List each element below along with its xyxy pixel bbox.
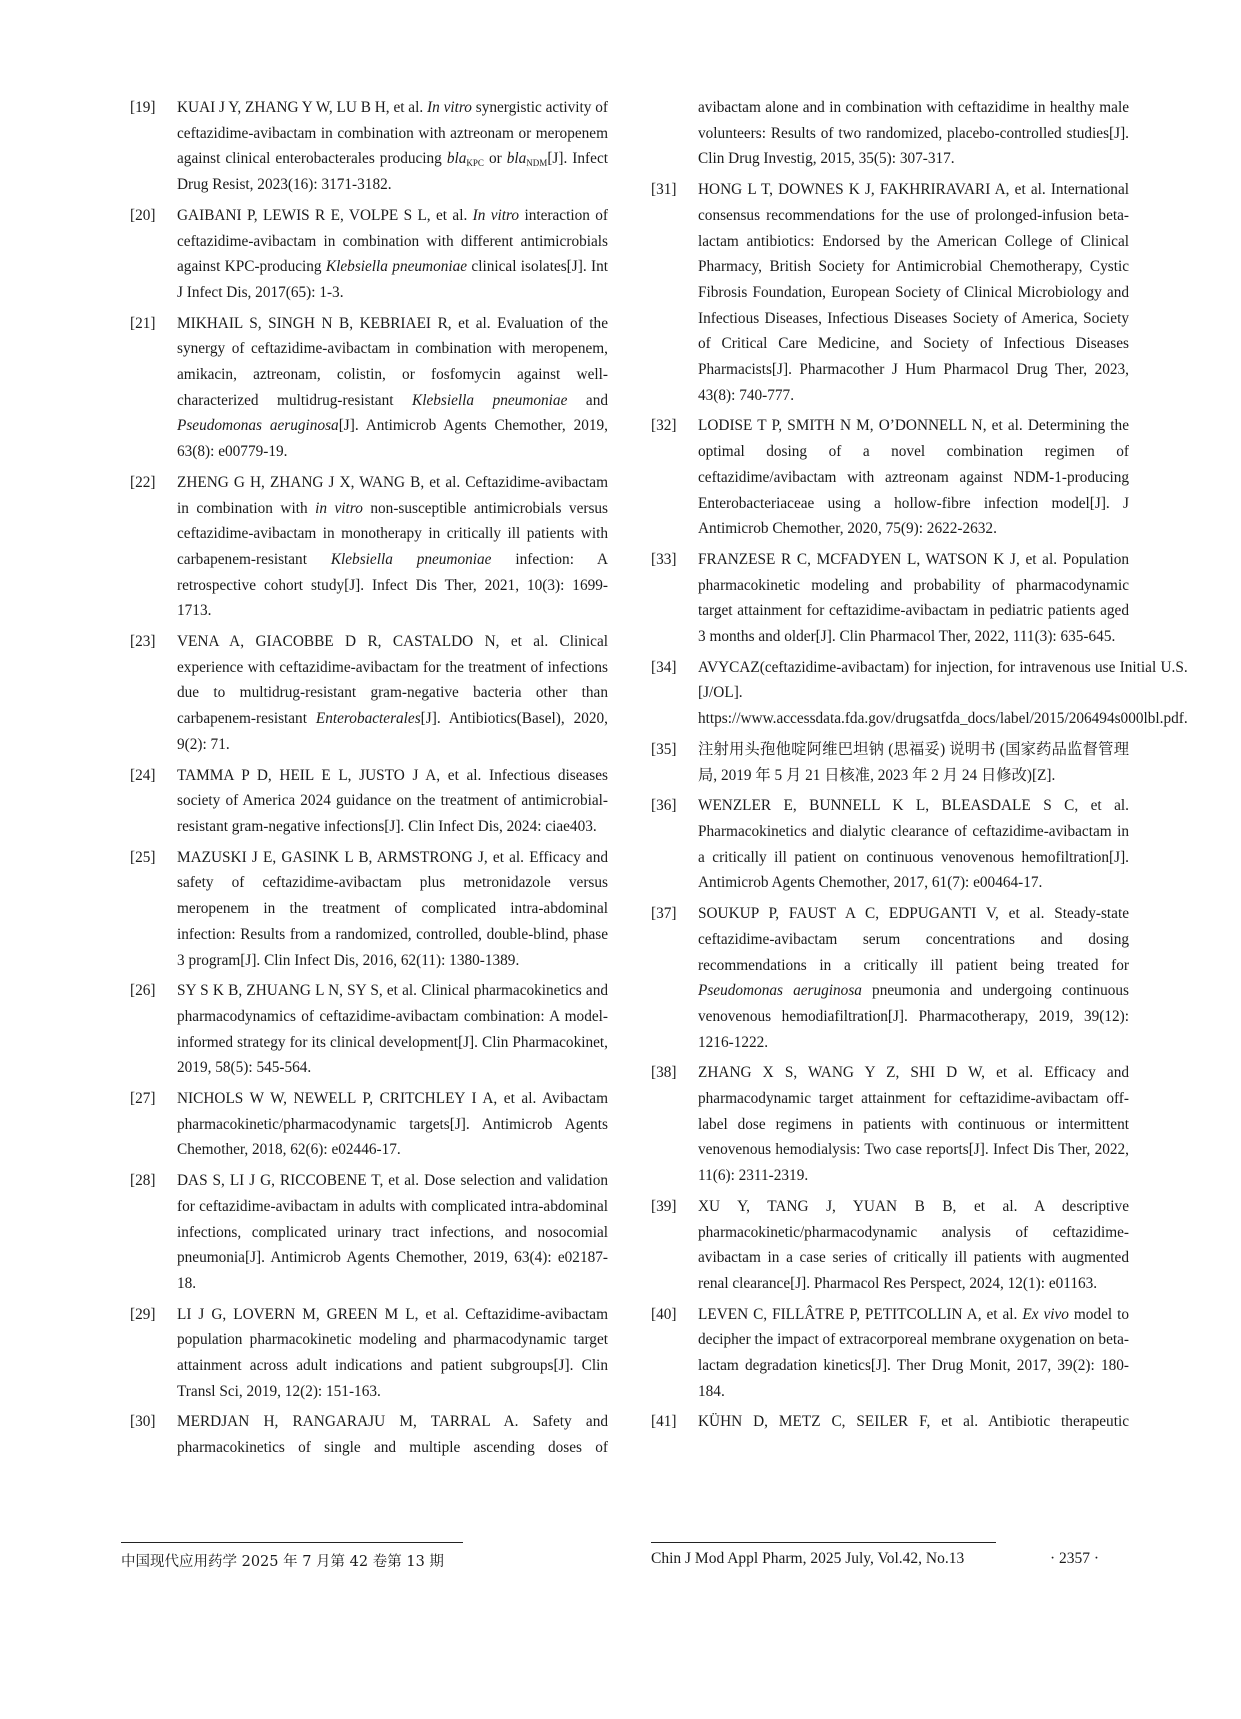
reference-text: WENZLER E, BUNNELL K L, BLEASDALE S C, et al. Pharmacokinetics and dialytic clearance of ceftazidime-avibactam in a critically ill patient on continuous venovenous hemofiltration[J]. Antimicrob Agents Chemother, 2017, 61(7): e00464-17. [698, 797, 1129, 892]
reference-text: LODISE T P, SMITH N M, O’DONNELL N, et al. Determining the optimal dosing of a novel combination regimen of ceftazidime/avibactam with aztreonam against NDM-1-producing Enterobacteriaceae using a hollow-fibre infection model[J]. J Antimicrob Chemother, 2020, 75(9): 2622-2632. [698, 417, 1129, 538]
reference-text: avibactam alone and in combination with ceftazidime in healthy male volunteers: Results of two randomized, placebo-controlled studies[J]. Clin Drug Investig, 2015, 35(5): 307-317. [698, 99, 1129, 168]
reference-text: MIKHAIL S, SINGH N B, KEBRIAEI R, et al. Evaluation of the synergy of ceftazidime-avibactam in combination with meropenem, amikacin, aztreonam, colistin, or fosfomycin against well-characterized multidrug-resistant Klebsiella pneumoniae and Pseudomonas aeruginosa[J]. Antimicrob Agents Chemother, 2019, 63(8): e00779-19. [177, 314, 608, 461]
reference-text: GAIBANI P, LEWIS R E, VOLPE S L, et al. In vitro interaction of ceftazidime-avibactam in combination with different antimicrobials against KPC-producing Klebsiella pneumoniae clinical isolates[J]. Int J Infect Dis, 2017(65): 1-3. [177, 206, 608, 301]
reference-number: [40] [651, 1305, 677, 1323]
reference-text: SY S K B, ZHUANG L N, SY S, et al. Clinical pharmacokinetics and pharmacodynamics of ceftazidime-avibactam combination: A model-informed strategy for its clinical development[J]. Clin Pharmacokinet, 2019, 58(5): 545-564. [177, 982, 608, 1077]
reference-entry [130, 1168, 608, 1297]
reference-number: [28] [130, 1172, 156, 1190]
reference-entry [130, 1409, 608, 1460]
reference-text: AVYCAZ(ceftazidime-avibactam) for injection, for intravenous use Initial U.S. [J/OL]. https://www.accessdata.fda.gov/drugsatfda_docs/label/2015/206494s000lbl.pdf. [698, 658, 1188, 728]
reference-entry [651, 547, 1129, 650]
reference-entry [651, 655, 1188, 732]
footer-rule-left [121, 1542, 463, 1543]
reference-number: [23] [130, 633, 156, 651]
reference-entry [651, 1409, 1129, 1435]
reference-text: LI J G, LOVERN M, GREEN M L, et al. Ceftazidime-avibactam population pharmacokinetic modeling and pharmacodynamic target attainment across adult indications and patient subgroups[J]. Clin Transl Sci, 2019, 12(2): 151-163. [177, 1305, 608, 1400]
reference-number: [36] [651, 797, 677, 815]
reference-entry [130, 1302, 608, 1405]
reference-entry [651, 1302, 1129, 1405]
reference-number: [26] [130, 982, 156, 1000]
page-number: · 2357 · [1050, 1550, 1100, 1567]
reference-entry [130, 95, 608, 198]
reference-entry [651, 793, 1129, 896]
reference-entry [651, 901, 1129, 1055]
reference-entry [130, 629, 608, 758]
reference-number: [35] [651, 740, 677, 758]
reference-text: TAMMA P D, HEIL E L, JUSTO J A, et al. Infectious diseases society of America 2024 guidance on the treatment of antimicrobial-resistant gram-negative infections[J]. Clin Infect Dis, 2024: ciae403. [177, 766, 608, 835]
reference-entry [130, 845, 608, 974]
footer-rule-right [651, 1542, 996, 1543]
reference-text: XU Y, TANG J, YUAN B B, et al. A descriptive pharmacokinetic/pharmacodynamic analysis of ceftazidime-avibactam in a case series of critically ill patients with augmented renal clearance[J]. Pharmacol Res Perspect, 2024, 12(1): e01163. [698, 1197, 1129, 1292]
reference-text: KÜHN D, METZ C, SEILER F, et al. Antibiotic therapeutic [698, 1413, 1129, 1431]
reference-entry [130, 1086, 608, 1163]
reference-entry [651, 413, 1129, 542]
reference-number: [39] [651, 1197, 677, 1215]
reference-number: [32] [651, 417, 677, 435]
reference-entry [651, 95, 1129, 172]
reference-number: [41] [651, 1413, 677, 1431]
reference-number: [22] [130, 473, 156, 491]
reference-text: VENA A, GIACOBBE D R, CASTALDO N, et al. Clinical experience with ceftazidime-avibactam for the treatment of infections due to multidrug-resistant gram-negative bacteria other than carbapenem-resistant Enterobacterales[J]. Antibiotics(Basel), 2020, 9(2): 71. [177, 633, 609, 753]
reference-number: [31] [651, 181, 677, 199]
reference-number: [29] [130, 1305, 156, 1323]
reference-entry [130, 470, 608, 624]
reference-entry [651, 1194, 1129, 1297]
reference-entry [130, 978, 608, 1081]
reference-text: KUAI J Y, ZHANG Y W, LU B H, et al. In vitro synergistic activity of ceftazidime-avibactam in combination with aztreonam or meropenem against clinical enterobacterales producing bla$_{KPC}$ or bla$_{NDM}$[J]. Infect Drug Resist, 2023(16): 3171-3182. [177, 99, 609, 194]
reference-number: [25] [130, 848, 156, 866]
reference-text: DAS S, LI J G, RICCOBENE T, et al. Dose selection and validation for ceftazidime-avibactam in adults with complicated intra-abdominal infections, complicated urinary tract infections, and nosocomial pneumonia[J]. Antimicrob Agents Chemother, 2019, 63(4): e02187-18. [177, 1172, 608, 1292]
reference-text: SOUKUP P, FAUST A C, EDPUGANTI V, et al. Steady-state ceftazidime-avibactam serum concentrations and dosing recommendations in a critically ill patient being treated for Pseudomonas aeruginosa pneumonia and undergoing continuous venovenous hemodiafiltration[J]. Pharmacotherapy, 2019, 39(12): 1216-1222. [698, 905, 1129, 1051]
reference-entry [651, 1060, 1129, 1189]
reference-column-left [130, 95, 608, 1466]
reference-number: [33] [651, 550, 677, 568]
reference-number: [27] [130, 1090, 156, 1108]
reference-number: [37] [651, 905, 677, 923]
reference-entry [130, 763, 608, 840]
reference-entry [651, 737, 1129, 788]
reference-number: [21] [130, 314, 156, 332]
reference-number: [30] [130, 1413, 156, 1431]
reference-entry [130, 311, 608, 465]
reference-text: ZHENG G H, ZHANG J X, WANG B, et al. Ceftazidime-avibactam in combination with in vitro non-susceptible antimicrobials versus ceftazidime-avibactam in monotherapy in critically ill patients with carbapenem-resistant Klebsiella pneumoniae infection: A retrospective cohort study[J]. Infect Dis Ther, 2021, 10(3): 1699-1713. [177, 473, 609, 620]
reference-entry [130, 203, 608, 306]
journal-footer-chinese: 中国现代应用药学 2025 年 7 月第 42 卷第 13 期 [121, 1554, 444, 1570]
reference-number: [19] [130, 99, 156, 116]
reference-text: MERDJAN H, RANGARAJU M, TARRAL A. Safety and pharmacokinetics of single and multiple ascending doses of [177, 1413, 608, 1457]
reference-text: HONG L T, DOWNES K J, FAKHRIRAVARI A, et al. International consensus recommendations for the use of prolonged-infusion beta-lactam antibiotics: Endorsed by the American College of Clinical Pharmacy, British Society for Antimicrobial Chemotherapy, Cystic Fibrosis Foundation, European Society of Clinical Microbiology and Infectious Diseases, Infectious Diseases Society of America, Society of Critical Care Medicine, and Society of Infectious Diseases Pharmacists[J]. Pharmacother J Hum Pharmacol Drug Ther, 2023, 43(8): 740-777. [698, 181, 1129, 404]
reference-text: 注射用头孢他啶阿维巴坦钠 (思福妥) 说明书 (国家药品监督管理局, 2019 年 5 月 21 日核准, 2023 年 2 月 24 日修改)[Z]. [698, 740, 1129, 784]
reference-entry [651, 177, 1129, 408]
reference-text: NICHOLS W W, NEWELL P, CRITCHLEY I A, et al. Avibactam pharmacokinetic/pharmacodynamic targets[J]. Antimicrob Agents Chemother, 2018, 62(6): e02446-17. [177, 1090, 608, 1159]
reference-column-right [651, 95, 1188, 1440]
reference-number: [20] [130, 206, 156, 224]
reference-text: FRANZESE R C, MCFADYEN L, WATSON K J, et al. Population pharmacokinetic modeling and probability of pharmacodynamic target attainment for ceftazidime-avibactam in pediatric patients aged 3 months and older[J]. Clin Pharmacol Ther, 2022, 111(3): 635-645. [698, 550, 1129, 646]
journal-footer-english: Chin J Mod Appl Pharm, 2025 July, Vol.42, No.13 [651, 1550, 965, 1567]
reference-number: [24] [130, 766, 156, 784]
reference-text: ZHANG X S, WANG Y Z, SHI D W, et al. Efficacy and pharmacodynamic target attainment for ceftazidime-avibactam off-label dose regimens in patients with continuous or intermittent venovenous hemodialysis: Two case reports[J]. Infect Dis Ther, 2022, 11(6): 2311-2319. [698, 1064, 1129, 1185]
reference-text: LEVEN C, FILLÂTRE P, PETITCOLLIN A, et al. Ex vivo model to decipher the impact of extracorporeal membrane oxygenation on beta-lactam degradation kinetics[J]. Ther Drug Monit, 2017, 39(2): 180-184. [698, 1305, 1129, 1400]
reference-text: MAZUSKI J E, GASINK L B, ARMSTRONG J, et al. Efficacy and safety of ceftazidime-avibactam plus metronidazole versus meropenem in the treatment of complicated intra-abdominal infection: Results from a randomized, controlled, double-blind, phase 3 program[J]. Clin Infect Dis, 2016, 62(11): 1380-1389. [177, 848, 608, 969]
reference-number: [34] [651, 658, 677, 676]
reference-number: [38] [651, 1064, 677, 1082]
